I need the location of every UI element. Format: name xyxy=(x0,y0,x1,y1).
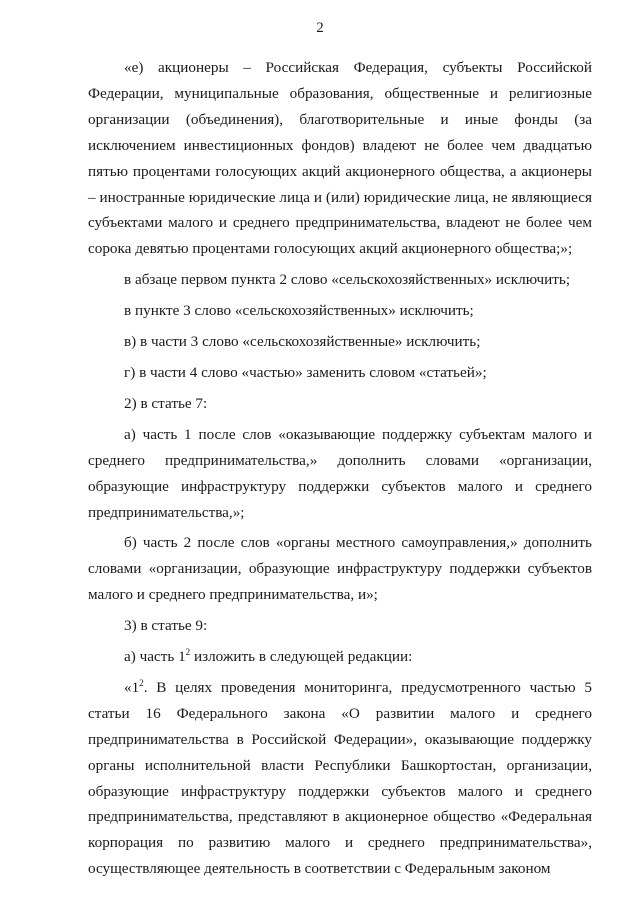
paragraph-article-9-part-1-2 xyxy=(88,644,592,670)
superscript: 2 xyxy=(139,677,144,688)
paragraph-article-7: 2) в статье 7: xyxy=(124,394,208,412)
superscript: 2 xyxy=(185,647,191,658)
document-body xyxy=(88,55,592,882)
paragraph-text: изложить в следующей редакции: xyxy=(190,648,413,666)
paragraph-item-3: в пункте 3 слово «сельскохозяйственных» исключить; xyxy=(124,302,474,320)
paragraph-e-shareholders: «е) акционеры – Российская Федерация, субъекты Российской Федерации, муниципальные образования, общественные и религиозные организации (объединения), благотворительные и иные фонды (за исключением инвестиционных фондов) владеют не более чем двадцатью пятью процентами голосующих акций акционерного общества, а акционеры – иностранные юридические лица и (или) юридические лица, не являющиеся субъектами малого и среднего предпринимательства, владеют не более чем сорока девятью процентами голосующих акций акционерного общества;»; xyxy=(88,59,592,258)
paragraph-part-3: в) в части 3 слово «сельскохозяйственные» исключить; xyxy=(124,333,481,351)
paragraph-text: а) часть 1 xyxy=(124,648,186,666)
paragraph-new-part-1-2 xyxy=(88,675,592,882)
paragraph-article-9: 3) в статье 9: xyxy=(124,617,208,635)
paragraph-text: «1 xyxy=(124,678,140,696)
paragraph-article-7-part-2: б) часть 2 после слов «органы местного самоуправления,» дополнить словами «организации, образующие инфраструктуру поддержки субъектов малого и среднего предпринимательства, и»; xyxy=(88,534,592,604)
page-number: 2 xyxy=(316,20,324,36)
paragraph-text: . В целях проведения мониторинга, предусмотренного частью 5 статьи 16 Федерального закона «О развитии малого и среднего предпринимательства в Российской Федерации», оказывающие поддержку органы исполнительной власти Республики Башкортостан, организации, образующие инфраструктуру поддержки субъектов малого и среднего предпринимательства, представляют в акционерное общество «Федеральная корпорация по развитию малого и среднего предпринимательства», осуществляющее деятельность в соответствии с Федеральным законом xyxy=(88,678,592,878)
paragraph-item-2-first-abzac: в абзаце первом пункта 2 слово «сельскохозяйственных» исключить; xyxy=(124,271,571,289)
paragraph-article-7-part-1: а) часть 1 после слов «оказывающие поддержку субъектам малого и среднего предпринимательства,» дополнить словами «организации, образующие инфраструктуру поддержки субъектов малого и среднего предпринимательства,»; xyxy=(88,425,592,521)
paragraph-part-4: г) в части 4 слово «частью» заменить словом «статьей»; xyxy=(124,363,487,381)
